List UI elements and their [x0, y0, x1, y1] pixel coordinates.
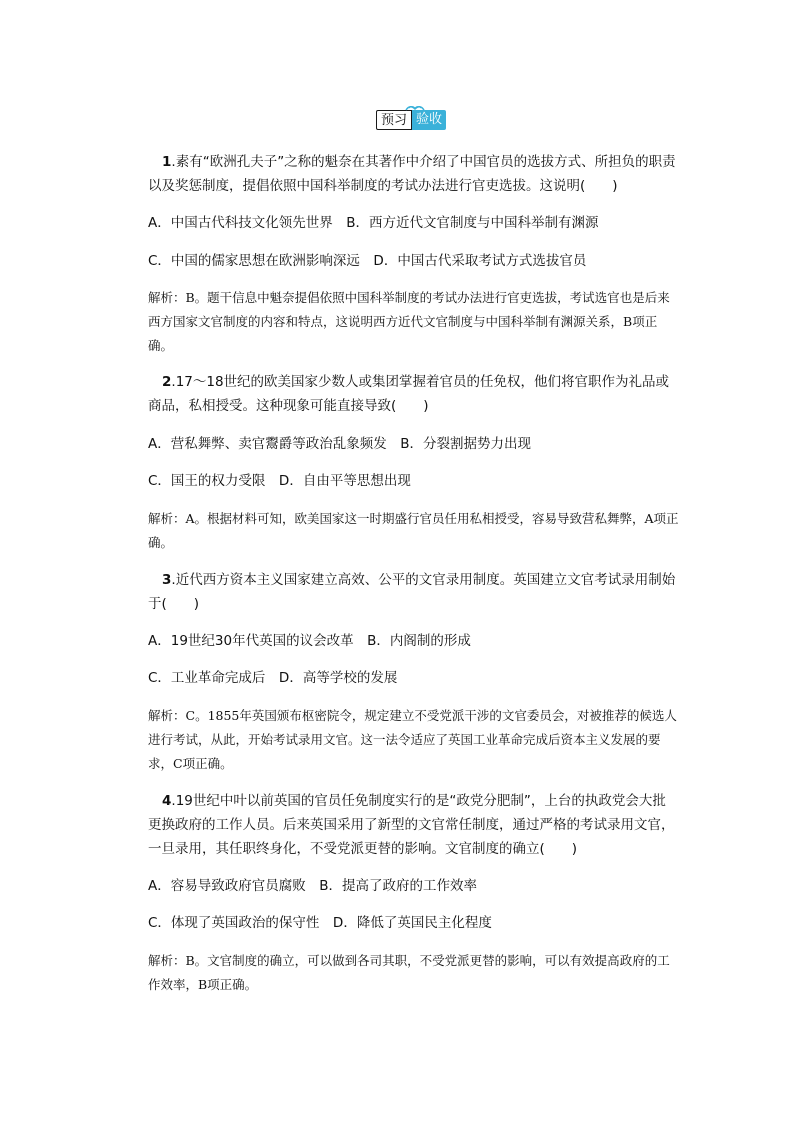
question-1 — [148, 150, 678, 198]
question-text: .19世纪中叶以前英国的官员任免制度实行的是“政党分肥制”，上台的执政党会大批更换政府的工作人员。后来英国采用了新型的文官常任制度，通过严格的考试录用文官，一旦录用，其任职终身化，不受党派更替的影响。文官制度的确立( ) — [148, 793, 675, 857]
question-text: .素有“欧洲孔夫子”之称的魁奈在其著作中介绍了中国官员的选拔方式、所担负的职责以及奖惩制度，提倡依照中国科举制度的考试办法进行官吏选拔。这说明( ) — [148, 154, 676, 194]
section-badge — [376, 110, 446, 130]
question-number: 4 — [162, 793, 172, 809]
question-text: .17～18世纪的欧美国家少数人或集团掌握着官员的任免权，他们将官职作为礼品或商品，私相授受。这种现象可能直接导致( ) — [148, 374, 670, 414]
question-3-options-cd: C．工业革命完成后 D．高等学校的发展 — [148, 670, 398, 686]
question-number: 2 — [162, 374, 172, 390]
question-2-options-ab: A．营私舞弊、卖官鬻爵等政治乱象频发 B．分裂割据势力出现 — [148, 436, 531, 452]
question-3 — [148, 568, 678, 616]
question-1-options-ab: A．中国古代科技文化领先世界 B．西方近代文官制度与中国科举制有渊源 — [148, 215, 599, 231]
question-1-analysis: 解析：B。题干信息中魁奈提倡依照中国科举制度的考试办法进行官吏选拔，考试选官也是后来西方国家文官制度的内容和特点，这说明西方近代文官制度与中国科举制有渊源关系，B项正确。 — [148, 290, 670, 353]
question-4 — [148, 789, 678, 861]
question-number: 3 — [162, 572, 172, 588]
question-4-options-cd: C．体现了英国政治的保守性 D．降低了英国民主化程度 — [148, 915, 492, 931]
question-4-options-ab: A．容易导致政府官员腐败 B．提高了政府的工作效率 — [148, 878, 477, 894]
question-3-options-ab: A．19世纪30年代英国的议会改革 B．内阁制的形成 — [148, 633, 471, 649]
question-2-options-cd: C．国王的权力受限 D．自由平等思想出现 — [148, 473, 411, 489]
badge-label-preview — [376, 110, 412, 130]
question-2-analysis: 解析：A。根据材料可知，欧美国家这一时期盛行官员任用私相授受，容易导致营私舞弊，A项正确。 — [148, 511, 679, 550]
question-4-analysis: 解析：B。文官制度的确立，可以做到各司其职，不受党派更替的影响，可以有效提高政府的工作效率，B项正确。 — [148, 953, 670, 992]
question-3-analysis: 解析：C。1855年英国颁布枢密院令，规定建立不受党派干涉的文官委员会，对被推荐的候选人进行考试，从此，开始考试录用文官。这一法令适应了英国工业革命完成后资本主义发展的要求，C项正确。 — [148, 708, 677, 771]
question-2 — [148, 370, 678, 418]
badge-left-text: 预习 — [381, 113, 408, 128]
question-number: 1 — [162, 154, 172, 170]
open-book-icon — [405, 102, 425, 111]
question-text: .近代西方资本主义国家建立高效、公平的文官录用制度。英国建立文官考试录用制始于( ) — [148, 572, 676, 612]
badge-label-check: 验收 — [412, 110, 446, 130]
question-1-options-cd: C．中国的儒家思想在欧洲影响深远 D．中国古代采取考试方式选拔官员 — [148, 253, 587, 269]
